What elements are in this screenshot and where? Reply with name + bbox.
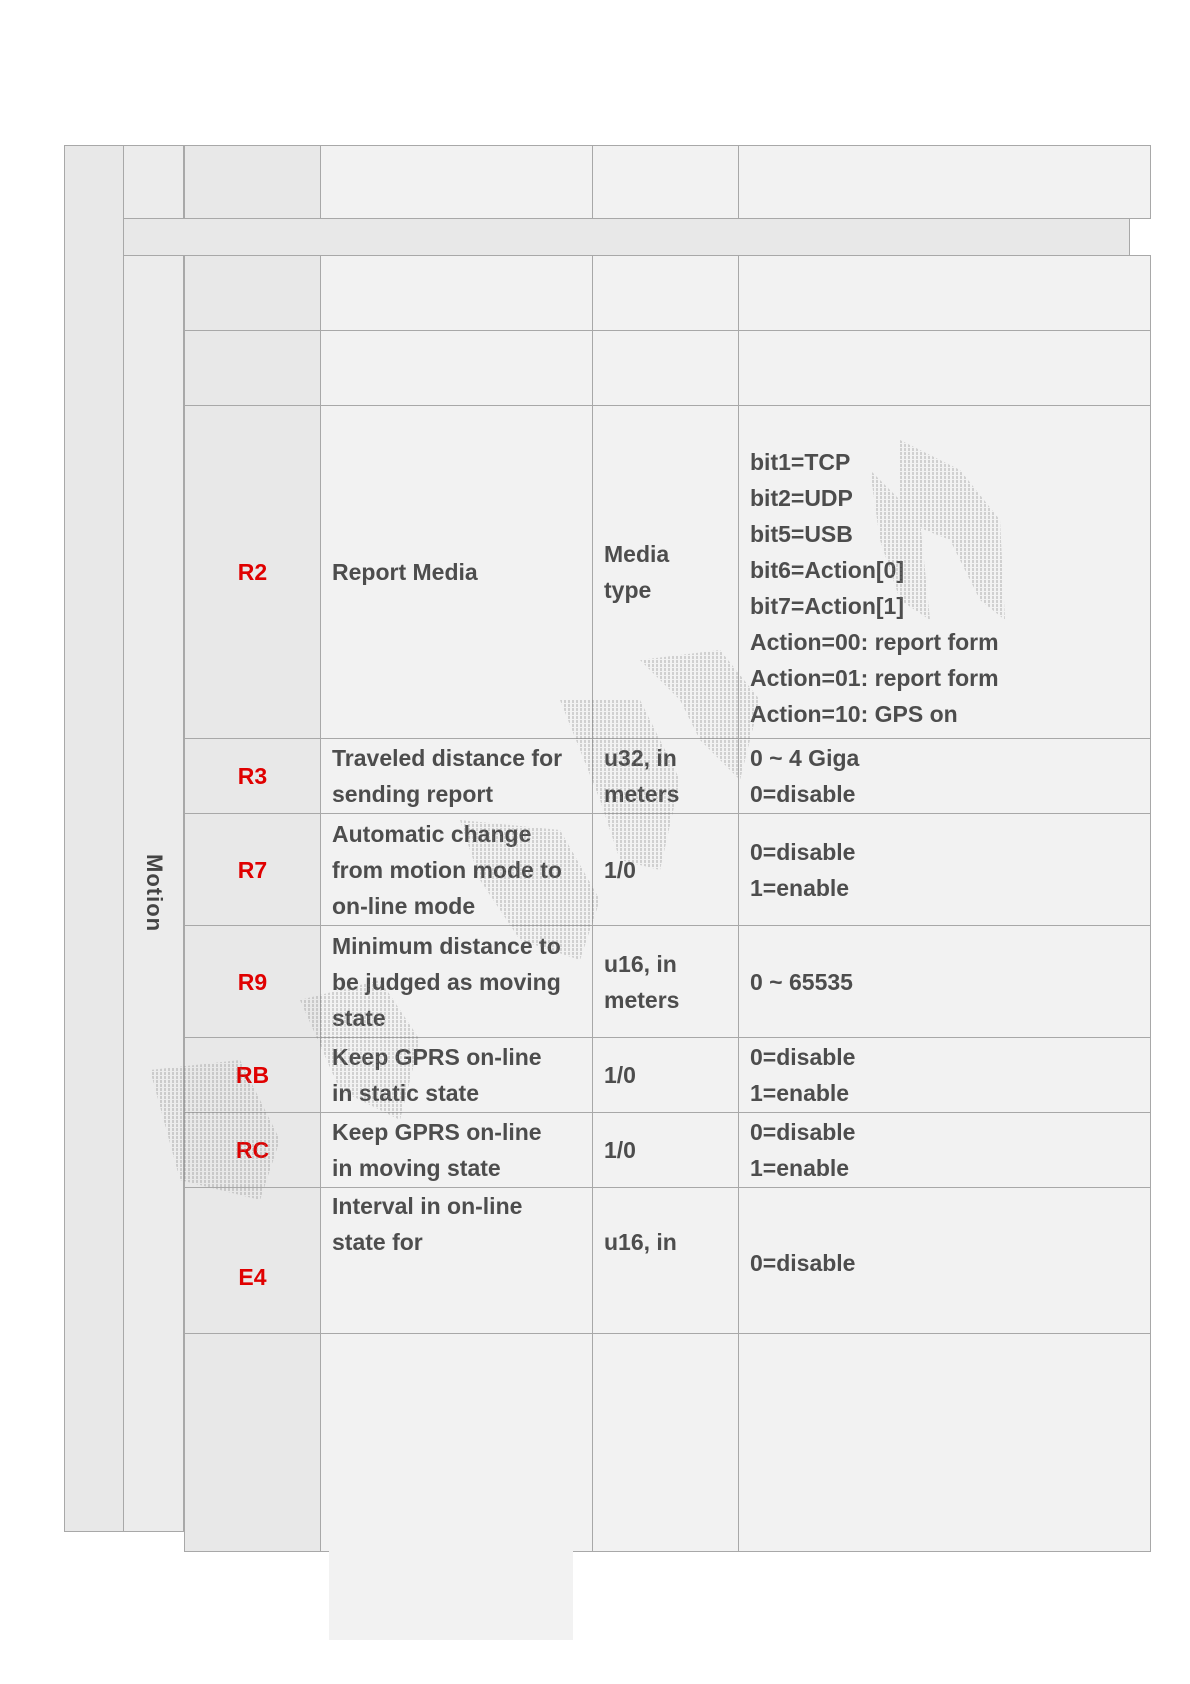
param-desc-line: 1=enable (750, 1080, 850, 1106)
param-desc-line: Action=10: GPS on (750, 701, 958, 727)
table-row (185, 331, 1151, 406)
param-type-line: 1/0 (604, 1062, 636, 1088)
param-desc-line: 0 ~ 65535 (750, 968, 853, 995)
param-desc-line: bit2=UDP (750, 485, 853, 511)
name-cell (321, 331, 593, 406)
param-name-line: in static state (332, 1080, 479, 1106)
id-cell (185, 331, 321, 406)
param-desc-line: bit7=Action[1] (750, 593, 904, 619)
param-name (321, 406, 593, 739)
section-label-container (124, 255, 184, 1532)
param-name (321, 1113, 593, 1188)
param-desc-line: 1=enable (750, 1155, 850, 1181)
param-desc-line: bit1=TCP (750, 449, 851, 475)
param-desc (739, 1188, 1151, 1334)
type-cell (593, 1334, 739, 1552)
param-type-line: type (604, 577, 652, 603)
param-type (593, 1113, 739, 1188)
param-name (321, 739, 593, 814)
param-name (321, 1188, 593, 1334)
table-row (185, 256, 1151, 331)
param-name (321, 926, 593, 1038)
table-row (185, 814, 1151, 926)
param-desc-line: Action=01: report form (750, 665, 999, 691)
desc-cell (739, 331, 1151, 406)
param-desc (739, 926, 1151, 1038)
table-row (185, 1188, 1151, 1334)
param-id: RB (185, 1038, 321, 1113)
param-type-line: meters (604, 781, 680, 807)
param-name-line: in moving state (332, 1155, 501, 1181)
param-name-line: Keep GPRS on-line (332, 1119, 542, 1145)
name-cell (321, 1334, 593, 1552)
footer-block (329, 1534, 573, 1640)
table-row (185, 406, 1151, 739)
param-desc-line: bit5=USB (750, 521, 853, 547)
param-type-line: u16, in (604, 1229, 677, 1255)
param-desc (739, 814, 1151, 926)
param-id: R7 (185, 814, 321, 926)
param-name (321, 814, 593, 926)
param-type (593, 926, 739, 1038)
param-id: R3 (185, 739, 321, 814)
param-name-line: Report Media (332, 559, 478, 585)
param-name-line: sending report (332, 781, 494, 807)
table-row (185, 1334, 1151, 1552)
param-type (593, 814, 739, 926)
param-type-line: 1/0 (604, 1137, 636, 1163)
table-row (185, 926, 1151, 1038)
section-label: Motion (142, 854, 167, 933)
id-cell (185, 1334, 321, 1552)
param-type (593, 739, 739, 814)
param-name-line: from motion mode to (332, 856, 562, 883)
section-header-band (124, 218, 1130, 256)
param-desc-line: 0=disable (750, 781, 856, 807)
param-name-line: Keep GPRS on-line (332, 1044, 542, 1070)
param-name-line: Interval in on-line (332, 1193, 523, 1219)
table-row (185, 1038, 1151, 1113)
param-desc (739, 739, 1151, 814)
desc-cell (739, 256, 1151, 331)
param-desc (739, 1113, 1151, 1188)
param-type-line: u32, in (604, 745, 677, 771)
param-name-line: state for (332, 1229, 423, 1255)
category-column (64, 145, 124, 1532)
id-cell (185, 146, 321, 219)
param-type-line: 1/0 (604, 856, 636, 883)
table-row (185, 146, 1151, 219)
type-cell (593, 256, 739, 331)
param-name-line: Automatic change (332, 820, 532, 847)
param-desc-line: 0=disable (750, 1249, 856, 1276)
id-cell (185, 256, 321, 331)
param-desc-line: 0=disable (750, 838, 856, 865)
parameter-table (184, 255, 1151, 1552)
param-name (321, 1038, 593, 1113)
param-type-line: meters (604, 986, 680, 1013)
param-type-line: Media (604, 541, 670, 567)
param-type-line: u16, in (604, 950, 677, 977)
param-name-line: Minimum distance to (332, 932, 561, 959)
table-row (185, 739, 1151, 814)
param-type (593, 1038, 739, 1113)
param-desc-line: bit6=Action[0] (750, 557, 904, 583)
param-type (593, 406, 739, 739)
param-desc (739, 1038, 1151, 1113)
parameter-table-top (184, 145, 1151, 219)
param-name-line: state (332, 1004, 386, 1031)
desc-cell (739, 146, 1151, 219)
param-id: R2 (185, 406, 321, 739)
param-name-line: Traveled distance for (332, 745, 563, 771)
param-id: RC (185, 1113, 321, 1188)
param-desc (739, 406, 1151, 739)
name-cell (321, 146, 593, 219)
param-name-line: be judged as moving (332, 968, 561, 995)
param-id: R9 (185, 926, 321, 1038)
param-name-line: on-line mode (332, 892, 476, 919)
param-desc-line: Action=00: report form (750, 629, 999, 655)
desc-cell (739, 1334, 1151, 1552)
param-desc-line: 1=enable (750, 874, 850, 901)
type-cell (593, 146, 739, 219)
param-type (593, 1188, 739, 1334)
type-cell (593, 331, 739, 406)
param-desc-line: 0=disable (750, 1119, 856, 1145)
name-cell (321, 256, 593, 331)
param-desc-line: 0 ~ 4 Giga (750, 745, 860, 771)
param-desc-line: 0=disable (750, 1044, 856, 1070)
table-row (185, 1113, 1151, 1188)
param-id: E4 (185, 1188, 321, 1334)
